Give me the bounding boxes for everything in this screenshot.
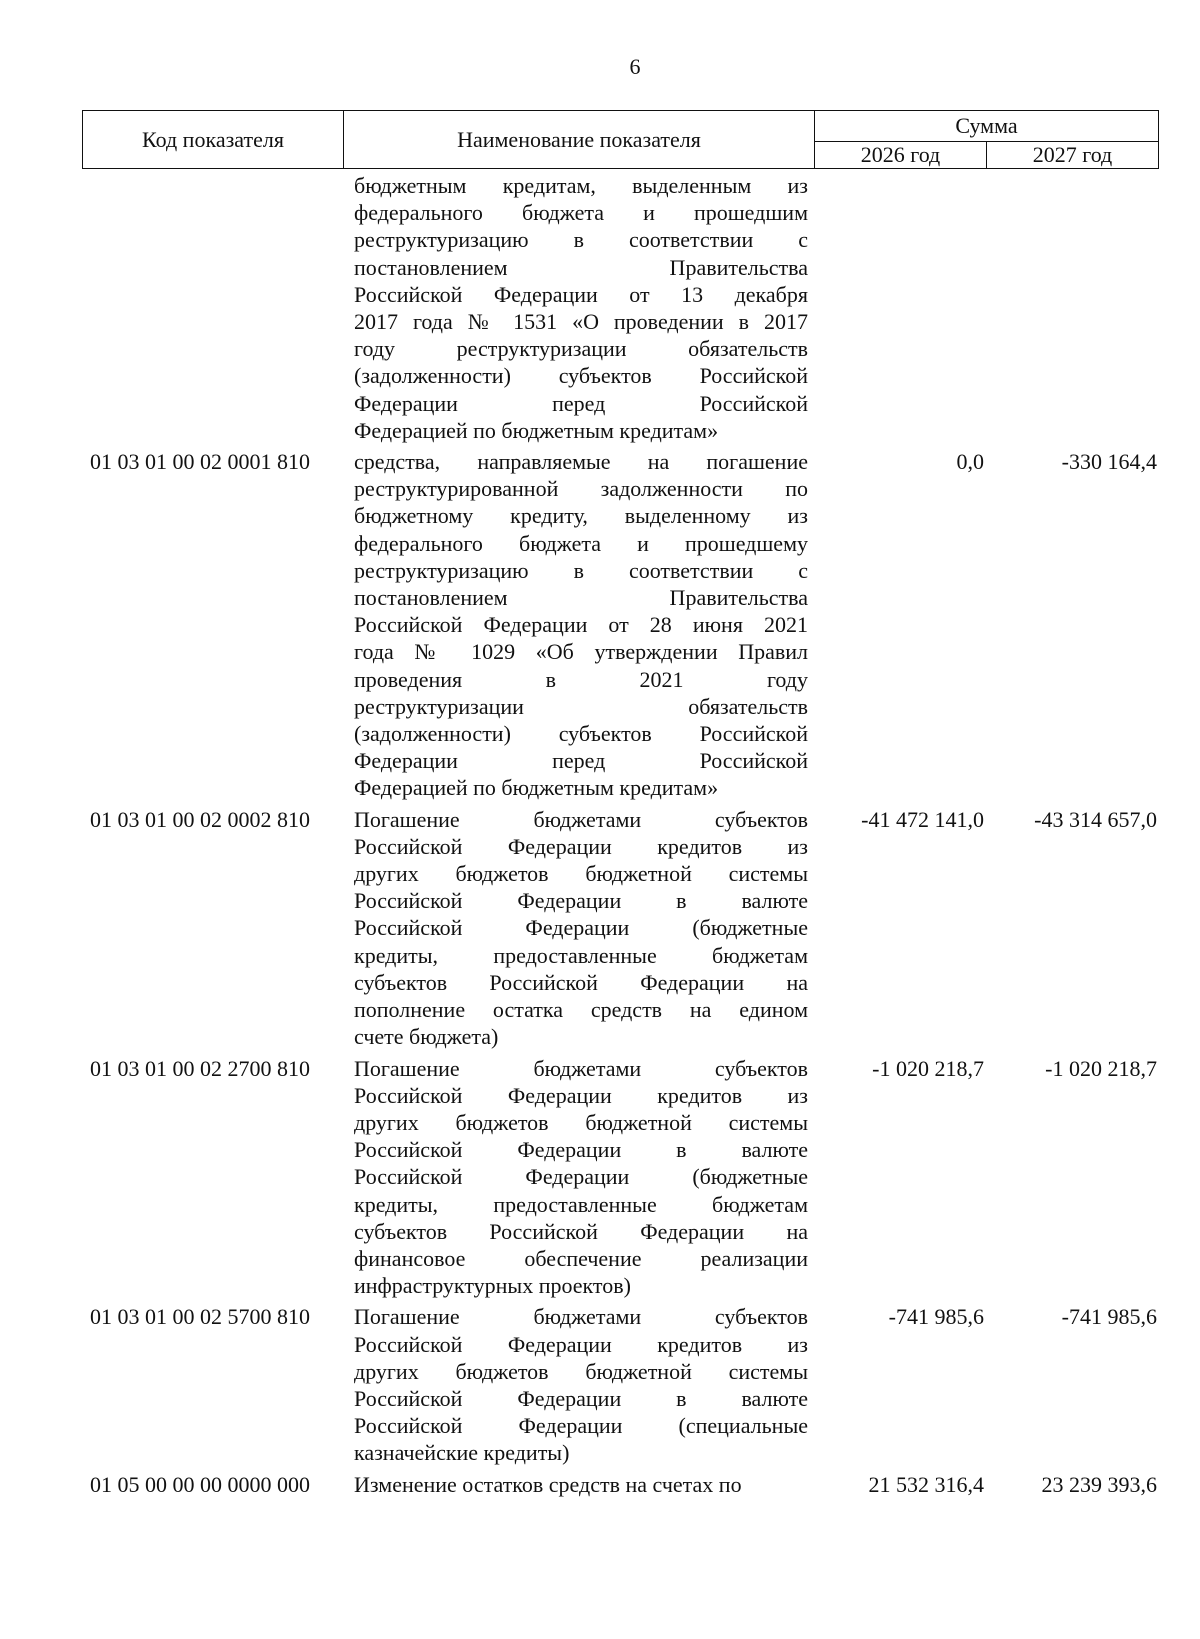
indicator-name [342, 1055, 812, 1300]
indicator-name-line: 2017 года № 1531 «О проведении в 2017 [354, 309, 808, 335]
indicator-name-line: других бюджетов бюджетной системы [354, 1109, 808, 1135]
indicator-name-line: субъектов Российской Федерации на [354, 969, 808, 995]
indicator-name-line: бюджетным кредитам, выделенным из [354, 173, 808, 198]
amount-2026: 21 532 316,4 [868, 1471, 984, 1497]
indicator-name-line: Российской Федерации (специальные [354, 1413, 808, 1439]
indicator-code: 01 03 01 00 02 5700 810 [90, 1304, 310, 1330]
header-code: Код показателя [83, 111, 344, 169]
amount-2027: -330 164,4 [1061, 449, 1157, 475]
amount-2027: -1 020 218,7 [1045, 1055, 1157, 1081]
header-sum: Сумма [815, 111, 1159, 142]
indicator-name-line: постановлением Правительства [354, 585, 808, 611]
table-row [82, 172, 1159, 444]
indicator-name-line: бюджетному кредиту, выделенному из [354, 503, 808, 529]
indicator-code: 01 05 00 00 00 0000 000 [90, 1471, 310, 1497]
indicator-name-line: кредиты, предоставленные бюджетам [354, 942, 808, 968]
indicator-name-line: Российской Федерации (бюджетные [354, 1164, 808, 1190]
table-header [82, 110, 1159, 169]
indicator-name-line: Погашение бюджетами субъектов [354, 1304, 808, 1330]
indicator-name-line: проведения в 2021 году [354, 666, 808, 692]
indicator-name-line: счете бюджета) [354, 1024, 499, 1050]
indicator-name [342, 1471, 812, 1498]
table-row [82, 1471, 1159, 1498]
indicator-name-line: Российской Федерации от 28 июня 2021 [354, 612, 808, 638]
indicator-name-line: реструктурированной задолженности по [354, 476, 808, 502]
header-year-2027: 2027 год [987, 142, 1159, 169]
indicator-name-line: Погашение бюджетами субъектов [354, 806, 808, 832]
indicator-name-line: средства, направляемые на погашение [354, 449, 808, 475]
indicator-name-line: федерального бюджета и прошедшему [354, 530, 808, 556]
amount-2026 [812, 172, 988, 444]
page-number: 6 [629, 54, 641, 79]
indicator-name-line: реструктуризацию в соответствии с [354, 227, 808, 253]
indicator-name-line: Изменение остатков средств на счетах по [354, 1471, 742, 1497]
indicator-name-line: Российской Федерации (бюджетные [354, 915, 808, 941]
amount-2027: 23 239 393,6 [1041, 1471, 1157, 1497]
table-row [82, 1303, 1159, 1466]
indicator-name-line: (задолженности) субъектов Российской [354, 721, 808, 747]
amount-2026: -41 472 141,0 [861, 806, 984, 832]
table-row [82, 1055, 1159, 1300]
indicator-name [342, 1303, 812, 1466]
indicator-name-line: реструктуризации обязательств [354, 693, 808, 719]
amount-2027: -741 985,6 [1061, 1304, 1157, 1330]
indicator-name-line: года № 1029 «Об утверждении Правил [354, 639, 808, 665]
amount-2027 [988, 172, 1159, 444]
indicator-name [342, 448, 812, 802]
indicator-name-line: Федерацией по бюджетным кредитам» [354, 775, 719, 801]
header-year-2026: 2026 год [815, 142, 987, 169]
indicator-name-line: инфраструктурных проектов) [354, 1273, 631, 1299]
indicator-code: 01 03 01 00 02 0001 810 [90, 449, 310, 475]
indicator-name-line: казначейские кредиты) [354, 1440, 570, 1466]
indicator-name-line: Российской Федерации в валюте [354, 1137, 808, 1163]
indicator-name-line: финансовое обеспечение реализации [354, 1245, 808, 1271]
indicator-name-line: (задолженности) субъектов Российской [354, 363, 808, 389]
amount-2027: -43 314 657,0 [1034, 806, 1157, 832]
indicator-name-line: пополнение остатка средств на едином [354, 997, 808, 1023]
amount-2026: -741 985,6 [888, 1304, 984, 1330]
amount-2026: 0,0 [956, 449, 984, 475]
table-row [82, 448, 1159, 802]
table-row [82, 806, 1159, 1051]
indicator-name-line: Федерации перед Российской [354, 390, 808, 416]
indicator-name-line: кредиты, предоставленные бюджетам [354, 1191, 808, 1217]
indicator-code: 01 03 01 00 02 0002 810 [90, 806, 310, 832]
indicator-name-line: Российской Федерации в валюте [354, 888, 808, 914]
indicator-name-line: постановлением Правительства [354, 254, 808, 280]
indicator-name [342, 806, 812, 1051]
indicator-name-line: Федерацией по бюджетным кредитам» [354, 417, 719, 443]
indicator-name-line: Российской Федерации кредитов из [354, 1331, 808, 1357]
indicator-name-line: Российской Федерации от 13 декабря [354, 281, 808, 307]
indicator-name [342, 172, 812, 444]
header-name: Наименование показателя [344, 111, 815, 169]
indicator-name-line: Российской Федерации в валюте [354, 1385, 808, 1411]
table-body [82, 172, 1159, 1498]
indicator-name-line: Федерации перед Российской [354, 748, 808, 774]
amount-2026: -1 020 218,7 [872, 1055, 984, 1081]
indicator-name-line: других бюджетов бюджетной системы [354, 1358, 808, 1384]
indicator-name-line: Российской Федерации кредитов из [354, 833, 808, 859]
indicator-name-line: Погашение бюджетами субъектов [354, 1055, 808, 1081]
indicator-code: 01 03 01 00 02 2700 810 [90, 1055, 310, 1081]
indicator-name-line: Российской Федерации кредитов из [354, 1082, 808, 1108]
indicator-name-line: других бюджетов бюджетной системы [354, 861, 808, 887]
indicator-name-line: году реструктуризации обязательств [354, 336, 808, 362]
indicator-name-line: федерального бюджета и прошедшим [354, 200, 808, 226]
indicator-name-line: субъектов Российской Федерации на [354, 1218, 808, 1244]
indicator-name-line: реструктуризацию в соответствии с [354, 557, 808, 583]
indicator-code [82, 172, 342, 444]
